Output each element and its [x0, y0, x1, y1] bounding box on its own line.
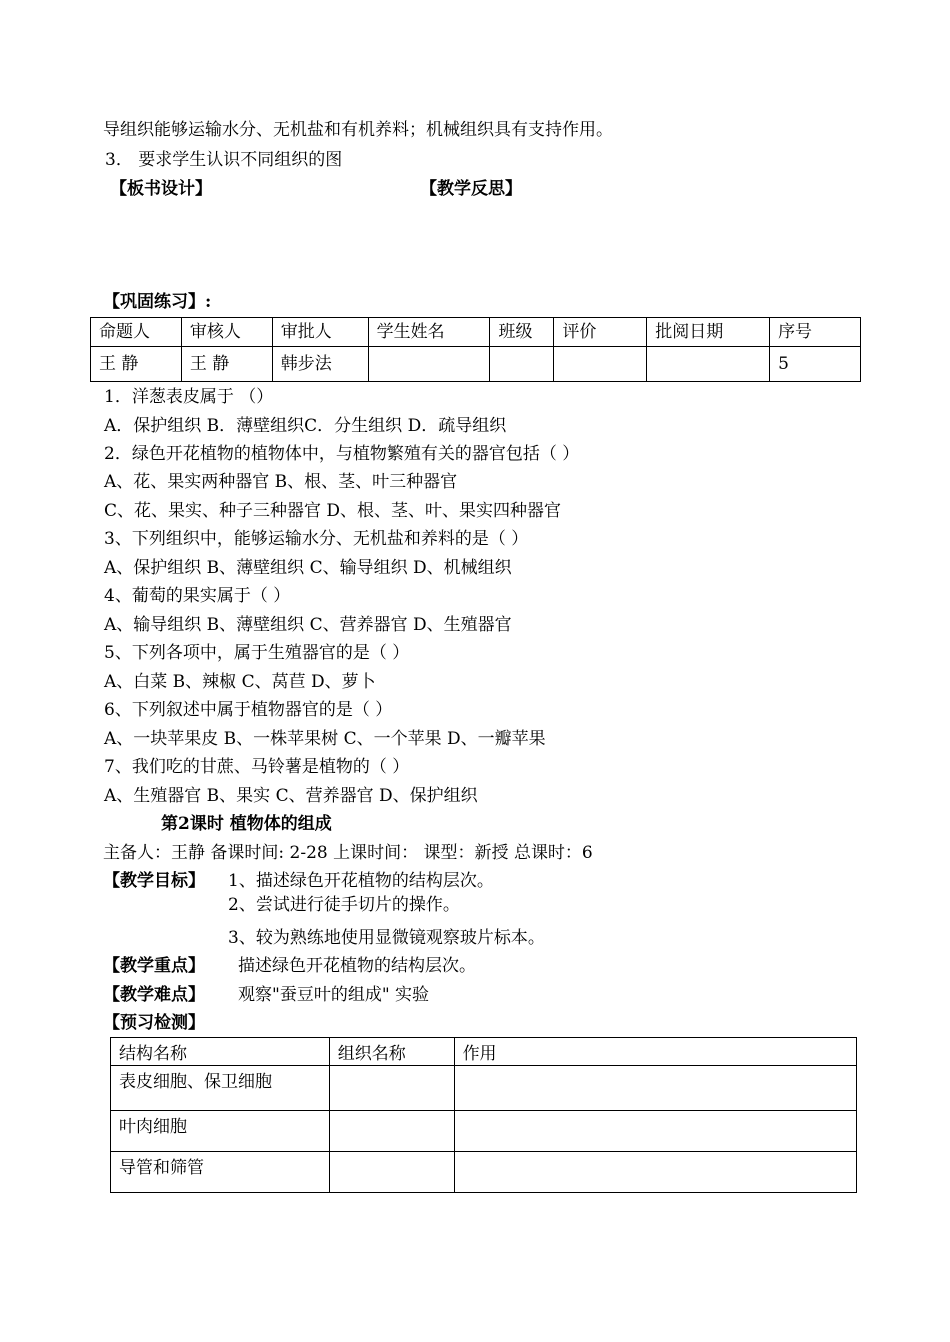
- table-row: [111, 1066, 857, 1111]
- header-cell: 组织名称: [329, 1038, 454, 1066]
- question-line: A、输导组织 B、薄壁组织 C、营养器官 D、生殖器官: [104, 615, 512, 635]
- table-cell: [554, 347, 647, 382]
- table-cell[interactable]: [329, 1111, 454, 1152]
- intro-line-1: 导组织能够运输水分、无机盐和有机养料；机械组织具有支持作用。: [103, 120, 613, 140]
- intro-line-2: 3． 要求学生认识不同组织的图: [105, 150, 343, 170]
- header-cell: 命题人: [91, 318, 182, 347]
- practice-heading: 【巩固练习】:: [103, 292, 212, 312]
- table-cell: 5: [770, 347, 861, 382]
- table-cell: 王 静: [181, 347, 272, 382]
- table-cell: 表皮细胞、保卫细胞: [111, 1066, 330, 1111]
- reviewer-table: [90, 317, 861, 382]
- header-cell: 审核人: [181, 318, 272, 347]
- header-cell: 审批人: [272, 318, 368, 347]
- table-cell: 叶肉细胞: [111, 1111, 330, 1152]
- goals-label: 【教学目标】: [103, 871, 205, 891]
- question-line: A．保护组织 B．薄壁组织C．分生组织 D．疏导组织: [104, 416, 507, 436]
- key-point-label: 【教学重点】: [103, 956, 205, 976]
- question-line: A、花、果实两种器官 B、根、茎、叶三种器官: [104, 472, 458, 492]
- question-line: 6、下列叙述中属于植物器官的是（ ）: [104, 700, 393, 720]
- lesson-title: 第2课时 植物体的组成: [161, 814, 332, 834]
- question-line: A、保护组织 B、薄壁组织 C、输导组织 D、机械组织: [104, 558, 512, 578]
- question-line: 1．洋葱表皮属于 （）: [104, 387, 274, 407]
- table-cell: [368, 347, 490, 382]
- header-cell: 批阅日期: [647, 318, 770, 347]
- table-cell[interactable]: [454, 1111, 856, 1152]
- lesson-meta: 主备人：王静 备课时间: 2-28 上课时间： 课型：新授 总课时：6: [103, 843, 593, 863]
- table-row: [111, 1111, 857, 1152]
- header-cell: 序号: [770, 318, 861, 347]
- header-cell: 学生姓名: [368, 318, 490, 347]
- table-row: [111, 1152, 857, 1193]
- table-cell: 王 静: [91, 347, 182, 382]
- header-cell: 作用: [454, 1038, 856, 1066]
- question-line: A、生殖器官 B、果实 C、营养器官 D、保护组织: [104, 786, 478, 806]
- table-cell[interactable]: [454, 1066, 856, 1111]
- preview-table: [110, 1037, 857, 1193]
- header-cell: 结构名称: [111, 1038, 330, 1066]
- table-cell: 韩步法: [272, 347, 368, 382]
- question-line: 5、下列各项中，属于生殖器官的是（ ）: [104, 643, 410, 663]
- table-cell: [647, 347, 770, 382]
- table-cell: [490, 347, 554, 382]
- reflection-heading: 【教学反思】: [420, 179, 522, 199]
- header-cell: 评价: [554, 318, 647, 347]
- question-line: 4、葡萄的果实属于（ ）: [104, 586, 291, 606]
- goal-item: 1、描述绿色开花植物的结构层次。: [228, 871, 494, 891]
- difficulty-label: 【教学难点】: [103, 985, 205, 1005]
- question-line: 2．绿色开花植物的植物体中，与植物繁殖有关的器官包括（ ）: [104, 444, 580, 464]
- preview-label: 【预习检测】: [103, 1013, 205, 1033]
- question-line: 3、下列组织中，能够运输水分、无机盐和养料的是（ ）: [104, 529, 529, 549]
- question-line: A、一块苹果皮 B、一株苹果树 C、一个苹果 D、一瓣苹果: [104, 729, 546, 749]
- board-design-heading: 【板书设计】: [110, 179, 212, 199]
- question-line: A、白菜 B、辣椒 C、莴苣 D、萝卜: [104, 672, 376, 692]
- question-line: 7、我们吃的甘蔗、马铃薯是植物的（ ）: [104, 757, 410, 777]
- header-cell: 班级: [490, 318, 554, 347]
- table-cell[interactable]: [454, 1152, 856, 1193]
- table-cell: 导管和筛管: [111, 1152, 330, 1193]
- question-line: C、花、果实、种子三种器官 D、根、茎、叶、果实四种器官: [104, 501, 562, 521]
- goal-item: 2、尝试进行徒手切片的操作。: [228, 895, 460, 915]
- table-cell[interactable]: [329, 1066, 454, 1111]
- key-point-text: 描述绿色开花植物的结构层次。: [238, 956, 476, 976]
- goal-item: 3、较为熟练地使用显微镜观察玻片标本。: [228, 928, 545, 948]
- table-cell[interactable]: [329, 1152, 454, 1193]
- difficulty-text: 观察"蚕豆叶的组成" 实验: [238, 985, 430, 1005]
